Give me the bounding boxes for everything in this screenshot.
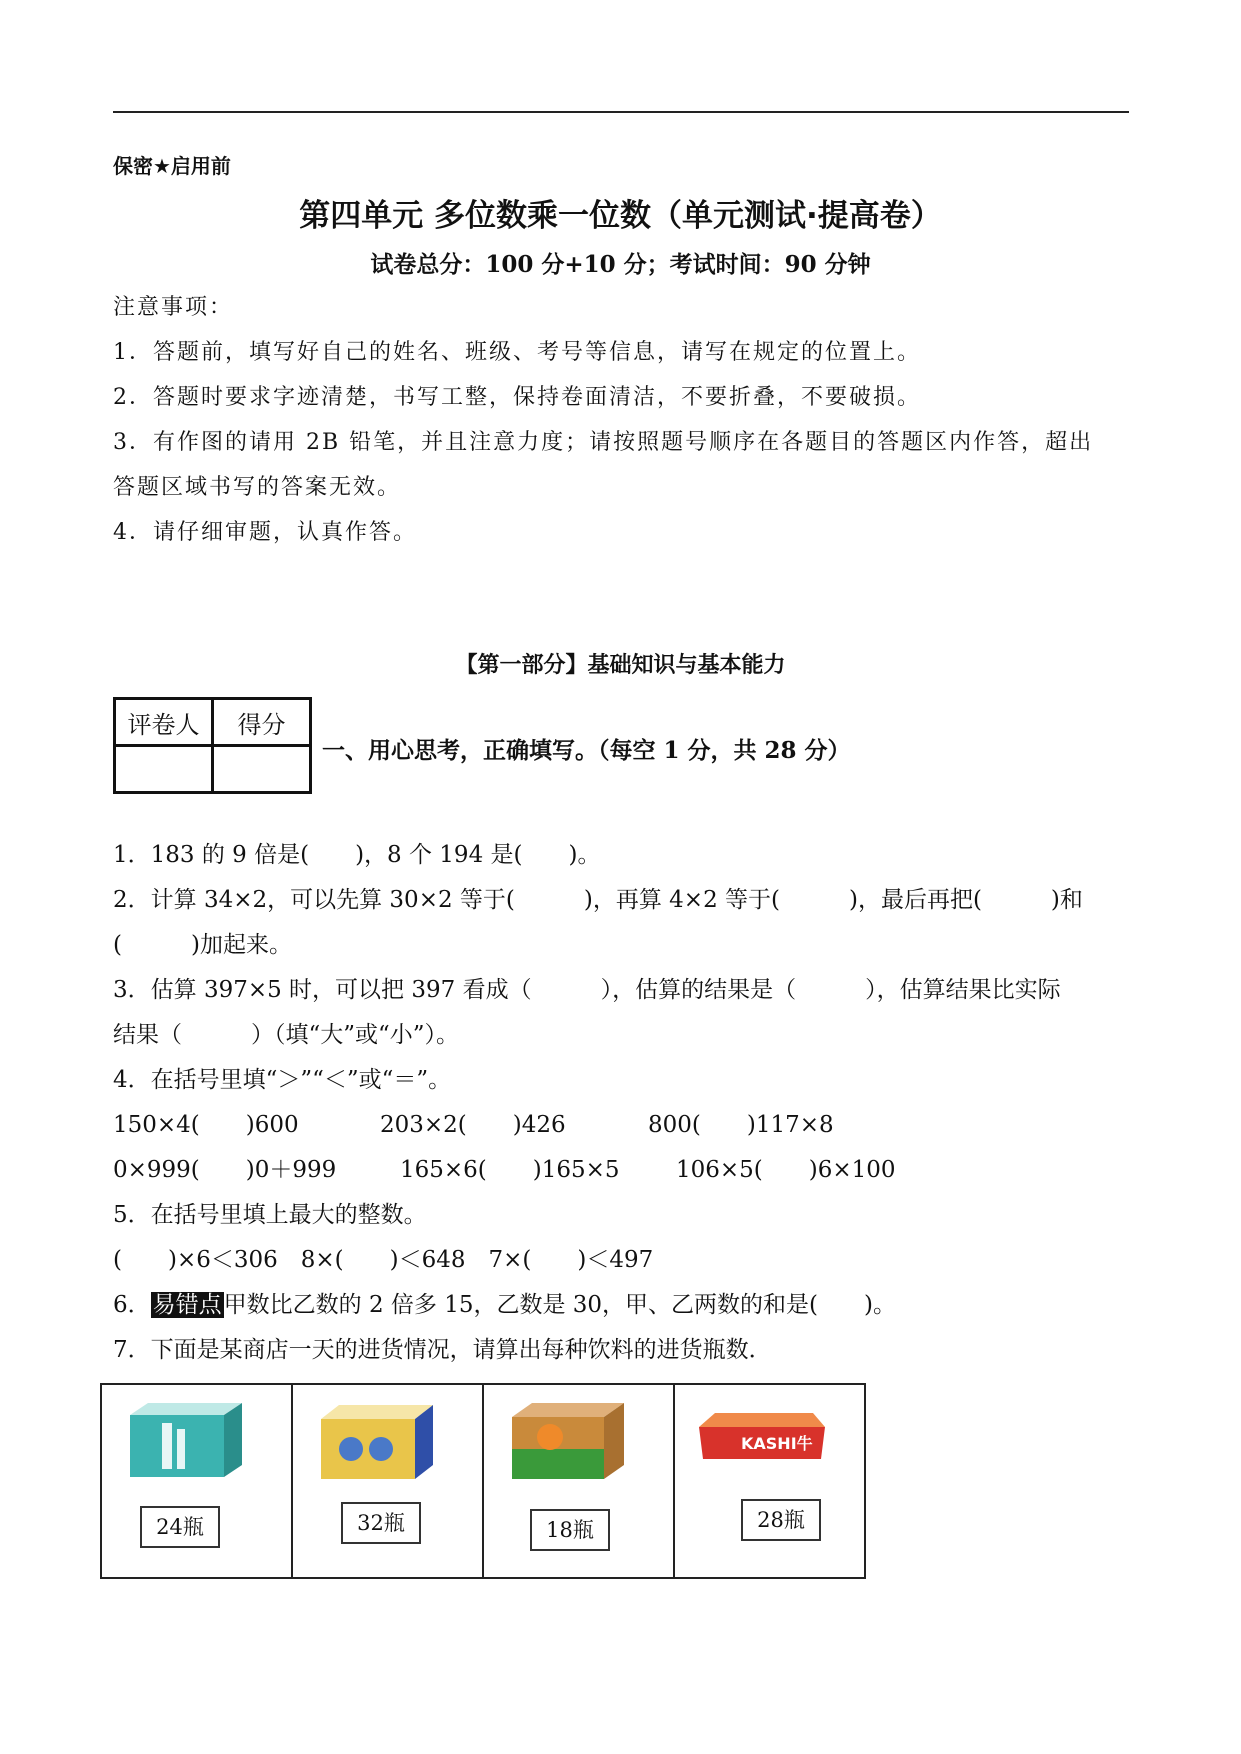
question-7: 7．下面是某商店一天的进货情况，请算出每种饮料的进货瓶数． (113, 1337, 772, 1363)
question-4: 4．在括号里填“＞”“＜”或“＝”。 (113, 1067, 452, 1093)
compare-item: 203×2( )426 (380, 1112, 566, 1138)
drink-box-icon (504, 1397, 634, 1481)
section-title: 一、用心思考，正确填写。（每空 1 分，共 28 分） (322, 737, 851, 764)
compare-item: 150×4( )600 (113, 1112, 299, 1138)
question-2: 2．计算 34×2，可以先算 30×2 等于( )，再算 4×2 等于( )，最后再把( )和 (113, 887, 1083, 913)
notice-item: 3．有作图的请用 2B 铅笔，并且注意力度；请按照题号顺序在各题目的答题区内作答，超出 (113, 430, 1094, 455)
error-prone-badge: 易错点 (152, 1292, 222, 1318)
grader-cell[interactable] (115, 746, 213, 793)
page-title: 第四单元 多位数乘一位数（单元测试·提高卷） (299, 198, 942, 234)
quantity-label: 18瓶 (530, 1509, 610, 1551)
question-6-text: 甲数比乙数的 2 倍多 15，乙数是 30，甲、乙两数的和是( )。 (223, 1292, 896, 1318)
notice-item: 1．答题前，填写好自己的姓名、班级、考号等信息，请写在规定的位置上。 (113, 340, 921, 365)
drink-box-icon (122, 1397, 252, 1481)
question-5-row: ( )×6＜306 8×( )＜648 7×( )＜497 (113, 1247, 654, 1273)
compare-item: 165×6( )165×5 (400, 1157, 620, 1183)
product-table (100, 1383, 866, 1579)
top-rule (113, 111, 1129, 113)
drink-box-icon (313, 1397, 443, 1481)
question-5: 5．在括号里填上最大的整数。 (113, 1202, 427, 1228)
score-cell[interactable] (213, 746, 311, 793)
product-cell (674, 1384, 865, 1578)
question-3-cont: 结果（ ）（填“大”或“小”）。 (113, 1022, 460, 1048)
notice-heading: 注意事项： (113, 295, 234, 320)
compare-item: 0×999( )0＋999 (113, 1157, 337, 1183)
question-2-cont: ( )加起来。 (113, 932, 292, 958)
notice-item: 答题区域书写的答案无效。 (113, 475, 402, 500)
page-subtitle: 试卷总分：100 分+10 分；考试时间：90 分钟 (370, 251, 871, 278)
confidential-label: 保密★启用前 (113, 154, 231, 178)
question-6 (113, 1290, 896, 1320)
compare-item: 106×5( )6×100 (676, 1157, 896, 1183)
question-3: 3．估算 397×5 时，可以把 397 看成（ ），估算的结果是（ ），估算结果比实际 (113, 977, 1061, 1003)
question-1: 1．183 的 9 倍是( )，8 个 194 是( )。 (113, 842, 601, 868)
question-6-number: 6． (113, 1292, 151, 1318)
notice-item: 2．答题时要求字迹清楚，书写工整，保持卷面清洁，不要折叠，不要破损。 (113, 385, 921, 410)
svg-text:KASHI牛: KASHI牛 (741, 1434, 813, 1453)
grader-header: 评卷人 (115, 699, 213, 746)
product-cell (292, 1384, 483, 1578)
quantity-label: 32瓶 (341, 1502, 421, 1544)
score-table (113, 697, 312, 794)
quantity-label: 28瓶 (741, 1499, 821, 1541)
product-cell (483, 1384, 674, 1578)
quantity-label: 24瓶 (140, 1506, 220, 1548)
drink-box-icon (695, 1397, 825, 1481)
score-header: 得分 (213, 699, 311, 746)
notice-item: 4．请仔细审题，认真作答。 (113, 520, 417, 545)
product-cell (101, 1384, 292, 1578)
compare-item: 800( )117×8 (648, 1112, 834, 1138)
part-title: 【第一部分】基础知识与基本能力 (455, 653, 786, 678)
